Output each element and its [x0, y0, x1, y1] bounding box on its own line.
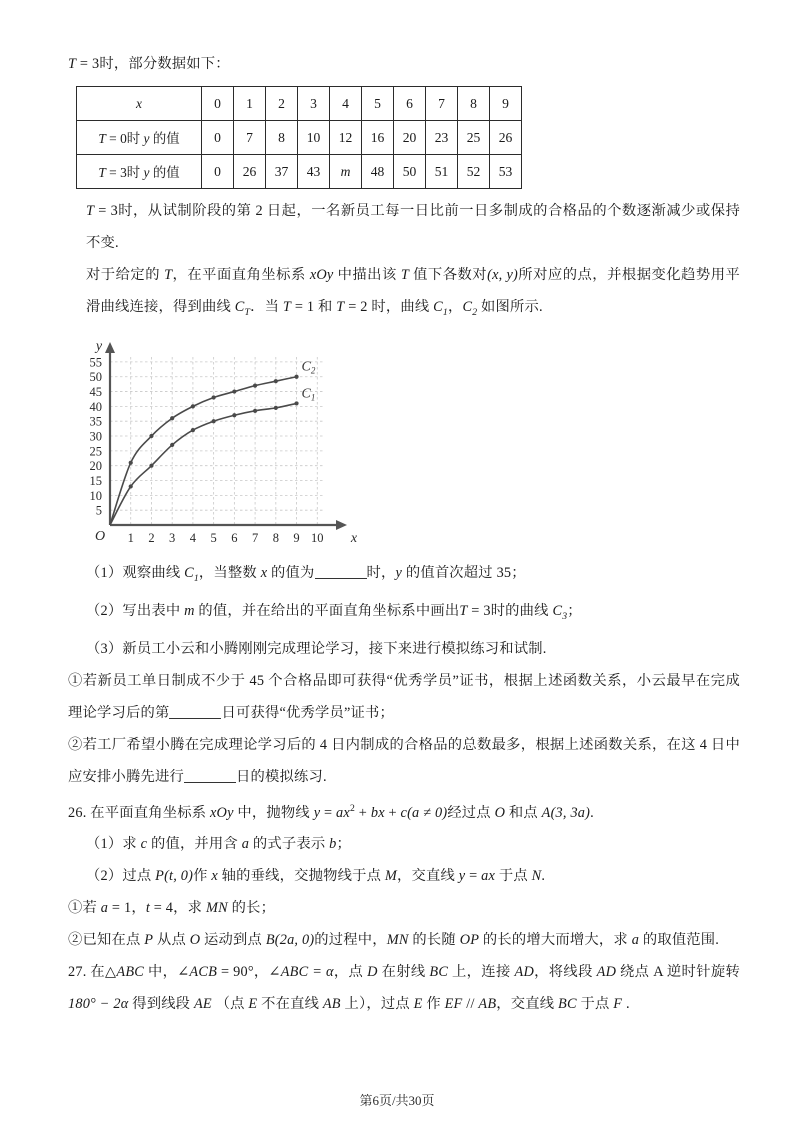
q27-k: 不在直线	[257, 996, 323, 1013]
p2-C2-sub: 2	[472, 306, 478, 318]
q27-eq1: = 90°	[217, 964, 254, 981]
p2-b: ，在平面直角坐标系	[172, 267, 310, 283]
question-26-1	[68, 828, 740, 860]
q26-s2-eq: =	[465, 868, 482, 885]
q26-x2: x	[343, 804, 350, 821]
x-tick-label: 9	[293, 530, 300, 545]
q26-s1-b: 的值，并用含	[147, 836, 242, 853]
body-paragraph-2	[68, 259, 740, 329]
data-point	[212, 395, 216, 399]
y-tick-label: 55	[89, 355, 102, 370]
cell: 52	[458, 155, 490, 189]
p2-i: = 2	[344, 299, 368, 315]
cell: 8	[458, 87, 490, 121]
q2-d: ；	[567, 602, 582, 619]
cell: 8	[266, 121, 298, 155]
cell: 6	[394, 87, 426, 121]
origin-label: O	[94, 528, 106, 544]
q26-s22-MN: MN	[386, 932, 409, 949]
row-label-y: y	[143, 131, 150, 146]
x-tick-label: 8	[272, 530, 279, 545]
q26-s21-avar: a	[100, 900, 109, 917]
q26-d: 和点	[505, 804, 542, 821]
y-tick-label: 50	[89, 370, 102, 385]
data-point	[149, 463, 153, 467]
cell: 48	[362, 155, 394, 189]
q27-ABC2: ABC	[280, 964, 309, 981]
p1-eq: = 3	[94, 203, 118, 219]
intro-rest: 时，部分数据如下：	[99, 56, 230, 72]
q26-s21-b: ，	[131, 900, 146, 917]
y-tick-label: 5	[95, 503, 102, 518]
y-axis-label: y	[95, 338, 103, 354]
p2-j: 时，曲线	[367, 299, 434, 315]
q26-s22-e: 的长随	[408, 932, 460, 949]
p2-C2: C	[462, 299, 473, 315]
y-tick-label: 20	[89, 459, 102, 474]
p1-text: 时，从试制阶段的第 2 日起，一名新员工每一日比前一日多制成的合格品的个数逐渐减少或保持不变.	[86, 203, 740, 251]
row-label-eq: = 0	[105, 131, 127, 146]
q26-s2-f: .	[541, 868, 546, 885]
question-3-1	[68, 665, 740, 729]
q26-y: y	[313, 804, 321, 821]
q26-s2-e: 于点	[495, 868, 532, 885]
q26-a: 在平面直角坐标系	[86, 804, 211, 821]
q26-A: A	[541, 804, 551, 821]
cell: 5	[362, 87, 394, 121]
intro-line	[68, 48, 740, 80]
graph-svg	[70, 339, 370, 557]
data-point	[232, 413, 236, 417]
q1-x: x	[260, 564, 268, 581]
q27-h: 绕点 A 逆时针旋转	[616, 964, 740, 981]
cell: 10	[298, 121, 330, 155]
q26-pow: 2	[349, 802, 356, 814]
row-label-t0	[77, 121, 202, 155]
q2-eq: = 3	[467, 602, 491, 619]
q27-eq2: = α	[308, 964, 334, 981]
q26-Apt: (3, 3a)	[550, 804, 591, 821]
q26-O: O	[494, 804, 506, 821]
row-label-t3	[77, 155, 202, 189]
cell: 7	[234, 121, 266, 155]
p2-T2: T	[400, 267, 410, 283]
question-26-2-2	[68, 924, 740, 956]
p2-e: 所对应的点，并根据变化趋势用平滑曲线连接，得到曲线	[86, 267, 741, 315]
y-tick-label: 25	[89, 444, 102, 459]
q26-s21-a: ①若	[68, 900, 101, 917]
row-label-T: T	[98, 131, 106, 146]
question-3-2	[68, 729, 740, 793]
q26-s2-Ppt: (t, 0)	[164, 868, 194, 885]
cell: 26	[490, 121, 522, 155]
q27-rot: 180° − 2α	[68, 996, 129, 1013]
cell: 37	[266, 155, 298, 189]
q26-s2-b: 作	[193, 868, 212, 885]
cell: 51	[426, 155, 458, 189]
p2-g: = 1	[291, 299, 315, 315]
q1-C: C	[184, 564, 194, 581]
q27-AB2: AB	[478, 996, 497, 1013]
q26-s1-c: c	[140, 836, 148, 853]
y-tick-label: 15	[89, 473, 102, 488]
q1-y: y	[395, 564, 403, 581]
page-footer: 第6页/共30页	[359, 1093, 435, 1108]
data-point	[129, 460, 133, 464]
q2-b: 的值，并在给出的平面直角坐标系中画出	[194, 602, 460, 619]
q27-D: D	[367, 964, 378, 981]
q27-number: 27.	[68, 964, 87, 981]
y-tick-label: 35	[89, 414, 102, 429]
q27-E: E	[248, 996, 258, 1013]
q27-ACB: ACB	[189, 964, 218, 981]
question-26-head	[68, 793, 740, 829]
q2-C-sub: 3	[562, 610, 568, 622]
q1-d: 时，	[366, 564, 396, 581]
q26-s22-f: 的长的增大而增大，求	[479, 932, 632, 949]
q1-C-sub: 1	[193, 572, 199, 584]
q26-s21-d: 的长；	[227, 900, 276, 917]
q3-1-text: ①若新员工单日制成不少于 45 个合格品即可获得“优秀学员”证书，根据上述函数关系，小云最早在完成理论学习后的第	[68, 672, 740, 721]
p1-T: T	[86, 203, 95, 219]
data-point	[129, 484, 133, 488]
q26-e: .	[590, 804, 594, 821]
data-point	[274, 406, 278, 410]
cell: 16	[362, 121, 394, 155]
row-label-suffix: 的值	[149, 131, 180, 146]
q27-d: ，点	[333, 964, 368, 981]
x-tick-label: 4	[189, 530, 197, 545]
q2-m: m	[184, 602, 195, 619]
intro-T: T	[68, 56, 77, 72]
p2-T2b: T	[336, 299, 345, 315]
q26-x: x	[378, 804, 385, 821]
p2-f: ．当	[250, 299, 283, 315]
p2-C1: C	[433, 299, 443, 315]
data-point	[170, 443, 174, 447]
q26-s22-O: O	[189, 932, 201, 949]
p2-a: 对于给定的	[86, 267, 165, 283]
table-row	[77, 87, 522, 121]
q3-1-text-b: 日可获得“优秀学员”证书；	[221, 704, 395, 721]
q27-AD2: AD	[596, 964, 617, 981]
q27-i: 得到线段	[128, 996, 194, 1013]
data-point	[149, 434, 153, 438]
q26-s22-b: 从点	[153, 932, 190, 949]
x-axis-arrow-icon	[336, 520, 347, 530]
cell: 20	[394, 121, 426, 155]
q26-a-var: a	[336, 804, 344, 821]
coordinate-graph	[70, 339, 370, 557]
q26-b-var: b	[370, 804, 379, 821]
y-tick-label: 45	[89, 384, 102, 399]
cell: 7	[426, 87, 458, 121]
q26-s2-N: N	[531, 868, 542, 885]
data-table	[76, 86, 522, 189]
q26-s1-d: ；	[336, 836, 351, 853]
q26-b: 中，抛物线	[233, 804, 314, 821]
q26-s2-ax: ax	[481, 868, 496, 885]
table-row	[77, 155, 522, 189]
q27-BC: BC	[429, 964, 449, 981]
p2-CT: C	[234, 299, 245, 315]
answer-blank-q3-2[interactable]	[184, 768, 236, 783]
cell: 12	[330, 121, 362, 155]
q27-ABC: ABC	[116, 964, 145, 981]
x-tick-label: 6	[231, 530, 238, 545]
q26-xoy: xOy	[210, 804, 234, 821]
data-point	[191, 428, 195, 432]
cell: 43	[298, 155, 330, 189]
q26-s21-c: ，求	[173, 900, 206, 917]
q26-s1-a: （1）求	[86, 836, 141, 853]
q27-l: 上），过点	[340, 996, 414, 1013]
q27-o: 于点	[576, 996, 614, 1013]
body-paragraph-1	[68, 195, 740, 259]
data-point	[232, 389, 236, 393]
q27-j: （点	[211, 996, 249, 1013]
x-tick-label: 5	[210, 530, 217, 545]
q1-a: （1）观察曲线	[86, 564, 185, 581]
q26-s22-P: P	[144, 932, 154, 949]
p2-d: 值下各数对	[409, 267, 488, 283]
q27-F: F	[613, 996, 623, 1013]
p2-k: ，	[447, 299, 463, 315]
q26-s2-a: （2）过点	[86, 868, 156, 885]
cell: 0	[202, 121, 234, 155]
q26-s21-eq2: = 4	[150, 900, 174, 917]
q27-AE: AE	[193, 996, 212, 1013]
q26-s22-g: 的取值范围.	[639, 932, 720, 949]
q26-eq: =	[320, 804, 337, 821]
data-table-wrap	[76, 86, 740, 189]
p2-c: 中描出该	[333, 267, 401, 283]
x-tick-label: 2	[148, 530, 155, 545]
answer-blank-q3-1[interactable]	[169, 704, 221, 719]
q26-s21-MN: MN	[205, 900, 228, 917]
data-point	[274, 379, 278, 383]
q26-s2-c: 轴的垂线，交抛物线于点	[217, 868, 385, 885]
data-point	[170, 416, 174, 420]
curve-labels	[302, 360, 316, 403]
row-label-x	[77, 87, 202, 121]
cell: 0	[202, 87, 234, 121]
q27-m: 作	[422, 996, 445, 1013]
data-point	[191, 404, 195, 408]
q26-plus2: +	[384, 804, 401, 821]
row-label-text: x	[136, 95, 142, 111]
question-26-2-1	[68, 892, 740, 924]
grid-lines	[110, 357, 323, 525]
question-2	[68, 595, 740, 633]
p2-h: 和	[314, 299, 337, 315]
q27-AB: AB	[322, 996, 341, 1013]
question-26-2	[68, 860, 740, 892]
q1-c: 的值为	[267, 564, 315, 581]
q3-2-text: ②若工厂希望小腾在完成理论学习后的 4 日内制成的合格品的总数最多，根据上述函数关系，在这 4 日中应安排小腾先进行	[68, 736, 740, 785]
x-tick-label: 3	[169, 530, 176, 545]
answer-blank-q1[interactable]	[315, 564, 367, 579]
q27-par: //	[462, 996, 479, 1013]
curves	[110, 374, 299, 524]
cell: 50	[394, 155, 426, 189]
curve-label-C2: $C_2$	[301, 359, 316, 376]
q26-s1-b2: b	[329, 836, 337, 853]
y-axis-arrow-icon	[105, 342, 115, 353]
q27-EF: EF	[444, 996, 463, 1013]
p2-CT-sub: T	[244, 306, 251, 318]
cell: 25	[458, 121, 490, 155]
q26-number: 26.	[68, 804, 87, 821]
q27-b: 中，∠	[144, 964, 190, 981]
question-1	[68, 557, 740, 595]
q26-s22-OP: OP	[459, 932, 480, 949]
q27-E2: E	[413, 996, 423, 1013]
q27-p: .	[622, 996, 630, 1013]
question-27-head	[68, 956, 740, 1020]
y-tick-label: 40	[89, 399, 102, 414]
q27-a: 在△	[86, 964, 117, 981]
q2-C: C	[552, 602, 563, 619]
q26-s2-P: P	[155, 868, 165, 885]
row-label-mid: 时	[126, 131, 144, 146]
cell: 9	[490, 87, 522, 121]
q2-T: T	[459, 602, 468, 619]
cell: 2	[266, 87, 298, 121]
p2-l: 如图所示.	[477, 299, 543, 315]
q26-s21-t: t	[145, 900, 150, 917]
y-tick-label: 10	[89, 488, 102, 503]
p2-T: T	[164, 267, 173, 283]
data-point	[253, 383, 257, 387]
data-point	[253, 409, 257, 413]
question-3: （3）新员工小云和小腾刚刚完成理论学习，接下来进行模拟练习和试制.	[86, 640, 547, 657]
p2-C1-sub: 1	[442, 306, 448, 318]
q26-s2-y: y	[458, 868, 466, 885]
q27-n: ，交直线	[496, 996, 559, 1013]
x-axis-label: x	[350, 530, 358, 546]
cell-m: m	[330, 155, 362, 189]
q1-e: 的值首次超过 35；	[402, 564, 526, 581]
q27-BC2: BC	[558, 996, 577, 1013]
cell: 53	[490, 155, 522, 189]
q2-c: 时的曲线	[490, 602, 553, 619]
row-label-mid: 时	[126, 165, 144, 180]
p2-pair: (x, y)	[487, 267, 518, 283]
q26-c-var: c	[400, 804, 408, 821]
cell: 1	[234, 87, 266, 121]
q26-s22-B: B	[265, 932, 275, 949]
q26-s2-d: ，交直线	[397, 868, 459, 885]
q3-2-text-b: 日的模拟练习.	[235, 768, 327, 785]
q27-f: 上，连接	[448, 964, 515, 981]
q26-s22-c: 运动到点	[200, 932, 266, 949]
y-tick-label: 30	[89, 429, 102, 444]
q27-g: ，将线段	[533, 964, 597, 981]
cell: 23	[426, 121, 458, 155]
data-point	[294, 374, 298, 378]
data-point	[212, 419, 216, 423]
curve-label-C1: $C_1$	[301, 386, 316, 403]
cell: 4	[330, 87, 362, 121]
x-tick-label: 7	[251, 530, 259, 545]
q26-s2-M: M	[384, 868, 398, 885]
q26-s1-a2: a	[241, 836, 250, 853]
row-label-suffix: 的值	[149, 165, 180, 180]
q26-s1-c2: 的式子表示	[249, 836, 330, 853]
q26-c: 经过点	[447, 804, 495, 821]
x-tick-label: 1	[127, 530, 134, 545]
q26-s22-d: 的过程中，	[314, 932, 387, 949]
q26-s22-Bpt: (2a, 0)	[274, 932, 315, 949]
q26-s22-avar: a	[631, 932, 640, 949]
cell: 0	[202, 155, 234, 189]
intro-eq: = 3	[76, 56, 100, 72]
cell: 3	[298, 87, 330, 121]
q26-s21-eq1: = 1	[108, 900, 132, 917]
q1-b: ，当整数	[198, 564, 261, 581]
x-tick-label: 10	[311, 530, 324, 545]
data-point	[294, 401, 298, 405]
q2-a: （2）写出表中	[86, 602, 185, 619]
page-content	[68, 48, 740, 1020]
p2-T1: T	[282, 299, 292, 315]
q26-cond: (a ≠ 0)	[407, 804, 448, 821]
q26-plus1: +	[355, 804, 371, 821]
q27-c: ，∠	[253, 964, 281, 981]
p2-xoy: xOy	[309, 267, 334, 283]
row-label-eq: = 3	[105, 165, 127, 180]
cell: 26	[234, 155, 266, 189]
row-label-y: y	[143, 165, 150, 180]
curve-C2	[110, 377, 297, 525]
data-table-body	[77, 87, 522, 189]
q27-AD: AD	[514, 964, 534, 981]
q26-s22-a: ②已知在点	[68, 932, 145, 949]
curve-C1	[110, 403, 297, 525]
table-row	[77, 121, 522, 155]
q27-e: 在射线	[377, 964, 430, 981]
row-label-T: T	[98, 165, 106, 180]
q26-s2-x: x	[211, 868, 218, 885]
